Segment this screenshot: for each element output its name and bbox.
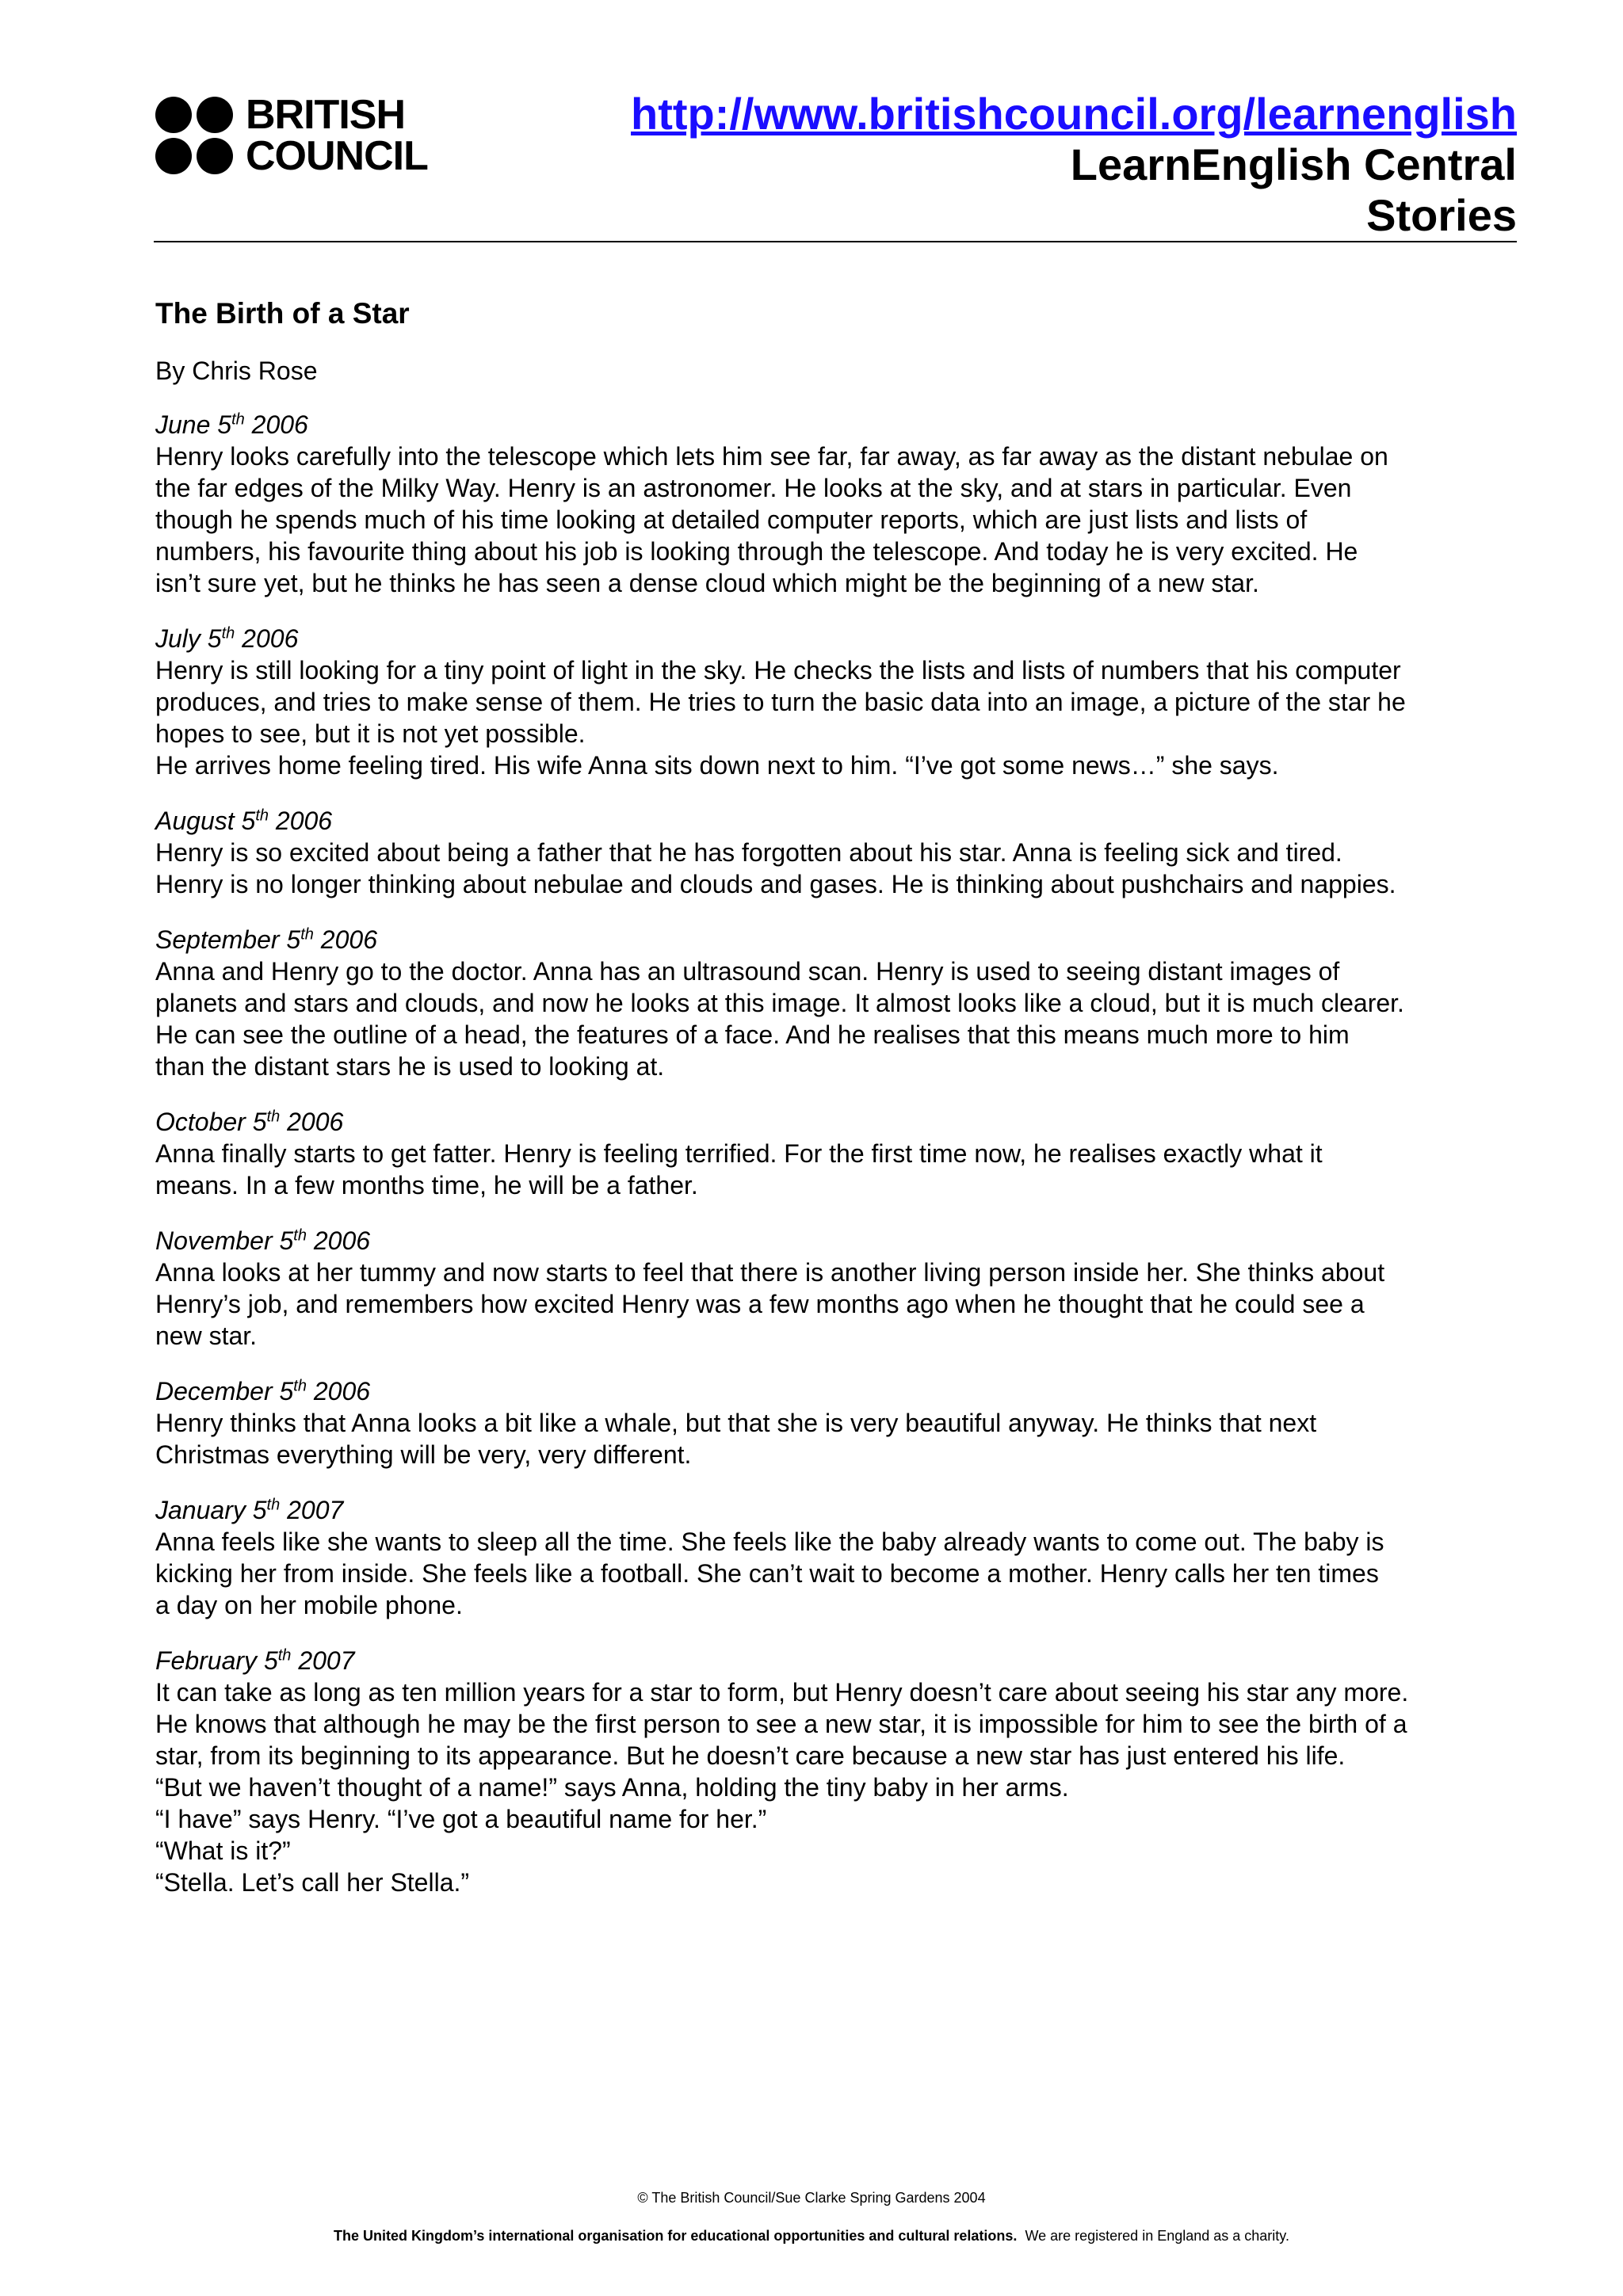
entry-text-line: the far edges of the Milky Way. Henry is an astronomer. He looks at the sky, and at stars in particular. Even (155, 474, 1352, 502)
logo-line-2: COUNCIL (246, 133, 428, 179)
story-content (155, 295, 1518, 1922)
entry-text-line: Anna looks at her tummy and now starts to feel that there is another living person inside her. She thinks about (155, 1258, 1385, 1287)
entry-text-line: “But we haven’t thought of a name!” says Anna, holding the tiny baby in her arms. (155, 1773, 1069, 1802)
entry-date (155, 1106, 1518, 1138)
entry-text-line: hopes to see, but it is not yet possible. (155, 719, 586, 748)
entry-text-line: a day on her mobile phone. (155, 1591, 463, 1619)
entry-date-month: June 5 (155, 410, 232, 439)
logo-line-1: BRITISH (246, 92, 405, 138)
story-author: By Chris Rose (155, 357, 318, 385)
entry-text-line: Henry’s job, and remembers how excited Henry was a few months ago when he thought that he could see a (155, 1290, 1365, 1318)
entry-text-line: Henry is no longer thinking about nebulae and clouds and gases. He is thinking about pushchairs and nappies. (155, 870, 1396, 898)
story-entry (155, 805, 1518, 900)
entry-date-suffix: th (293, 1226, 307, 1245)
entry-date (155, 1375, 1518, 1407)
footer-copyright: © The British Council/Sue Clarke Spring Gardens 2004 (637, 2190, 986, 2206)
entry-date-suffix: th (293, 1377, 307, 1395)
entry-text-line: Henry is so excited about being a father that he has forgotten about his star. Anna is feeling sick and tired. (155, 838, 1342, 867)
entry-text-line: “What is it?” (155, 1836, 291, 1865)
entry-date-suffix: th (255, 807, 269, 825)
header-subtitle-2: Stories (1366, 190, 1517, 240)
learnenglish-link[interactable]: http://www.britishcouncil.org/learnenglish (631, 89, 1517, 139)
story-title: The Birth of a Star (155, 297, 410, 330)
story-entry (155, 924, 1518, 1082)
entry-date-year: 2006 (313, 1226, 371, 1255)
story-entry (155, 1106, 1518, 1201)
entry-date-year: 2006 (242, 624, 299, 653)
entry-date-month: October 5 (155, 1108, 267, 1136)
footer-note-rest: We are registered in England as a charity. (1025, 2228, 1289, 2244)
story-entries (155, 409, 1518, 1898)
entry-date-month: July 5 (155, 624, 222, 653)
entry-date-suffix: th (231, 410, 245, 429)
logo-dots-icon (155, 97, 233, 174)
logo-text (246, 94, 428, 177)
entry-text-line: Henry is still looking for a tiny point of light in the sky. He checks the lists and lists of numbers that his computer (155, 656, 1401, 685)
entry-date (155, 924, 1518, 955)
entry-text-line: than the distant stars he is used to looking at. (155, 1052, 665, 1081)
entry-date-month: August 5 (155, 807, 256, 835)
entry-date-year: 2006 (313, 1377, 371, 1405)
entry-date-year: 2007 (287, 1496, 344, 1524)
entry-date-suffix: th (300, 925, 314, 944)
entry-text-line: He knows that although he may be the first person to see a new star, it is impossible for him to see the birth of a (155, 1710, 1407, 1738)
entry-date (155, 623, 1518, 654)
entry-date (155, 1645, 1518, 1676)
story-entry (155, 1375, 1518, 1470)
footer-note-bold: The United Kingdom’s international organisation for educational opportunities and cultural relations. (334, 2228, 1018, 2244)
entry-text-line: star, from its beginning to its appearance. But he doesn’t care because a new star has just entered his life. (155, 1741, 1346, 1770)
entry-text-line: Christmas everything will be very, very different. (155, 1440, 692, 1469)
entry-text-line: isn’t sure yet, but he thinks he has seen a dense cloud which might be the beginning of a new star. (155, 569, 1259, 597)
entry-text-line: new star. (155, 1322, 258, 1350)
entry-text-line: Henry looks carefully into the telescope which lets him see far, far away, as far away as the distant nebulae on (155, 442, 1388, 471)
header-right (631, 89, 1517, 241)
entry-date-suffix: th (221, 624, 235, 643)
header-subtitle-1: LearnEnglish Central (1070, 139, 1517, 189)
entry-date (155, 409, 1518, 441)
entry-text-line: Anna and Henry go to the doctor. Anna has an ultrasound scan. Henry is used to seeing distant images of (155, 957, 1340, 986)
header-divider (154, 241, 1517, 242)
entry-date-suffix: th (277, 1646, 292, 1665)
entry-date-year: 2006 (251, 410, 308, 439)
entry-date (155, 1225, 1518, 1257)
story-entry (155, 409, 1518, 599)
entry-text-line: though he spends much of his time looking at detailed computer reports, which are just lists and lists of (155, 505, 1308, 534)
entry-date-year: 2007 (298, 1646, 355, 1675)
entry-text-line: He arrives home feeling tired. His wife Anna sits down next to him. “I’ve got some news…” she says. (155, 751, 1279, 780)
entry-text-line: planets and stars and clouds, and now he looks at this image. It almost looks like a cloud, but it is much clearer. (155, 989, 1404, 1017)
entry-text-line: It can take as long as ten million years for a star to form, but Henry doesn’t care about seeing his star any more. (155, 1678, 1409, 1707)
british-council-logo (155, 92, 428, 179)
entry-text-line: Henry thinks that Anna looks a bit like a whale, but that she is very beautiful anyway. He thinks that next (155, 1409, 1317, 1437)
entry-date-suffix: th (266, 1108, 281, 1126)
entry-date-year: 2006 (320, 925, 377, 954)
entry-text-line: He can see the outline of a head, the features of a face. And he realises that this means much more to him (155, 1020, 1350, 1049)
entry-date (155, 805, 1518, 837)
entry-text-line: “Stella. Let’s call her Stella.” (155, 1868, 470, 1897)
entry-date-month: December 5 (155, 1377, 294, 1405)
entry-date-month: January 5 (155, 1496, 267, 1524)
entry-text-line: Anna feels like she wants to sleep all the time. She feels like the baby already wants to come out. The baby is (155, 1527, 1384, 1556)
entry-text-line: Anna finally starts to get fatter. Henry is feeling terrified. For the first time now, he realises exactly what it (155, 1139, 1323, 1168)
entry-text-line: means. In a few months time, he will be a father. (155, 1171, 698, 1199)
entry-date-year: 2006 (275, 807, 333, 835)
entry-date-year: 2006 (287, 1108, 344, 1136)
entry-date-month: September 5 (155, 925, 301, 954)
story-entry (155, 1645, 1518, 1898)
story-entry (155, 1225, 1518, 1352)
story-entry (155, 623, 1518, 781)
entry-text-line: kicking her from inside. She feels like a football. She can’t wait to become a mother. Henry calls her ten times (155, 1559, 1379, 1588)
entry-text-line: numbers, his favourite thing about his job is looking through the telescope. And today he is very excited. He (155, 537, 1358, 566)
entry-text-line: produces, and tries to make sense of them. He tries to turn the basic data into an image, a picture of the star he (155, 688, 1406, 716)
story-entry (155, 1494, 1518, 1621)
entry-text-line: “I have” says Henry. “I’ve got a beautiful name for her.” (155, 1805, 767, 1833)
entry-date (155, 1494, 1518, 1526)
entry-date-suffix: th (266, 1496, 281, 1514)
entry-date-month: November 5 (155, 1226, 294, 1255)
entry-date-month: February 5 (155, 1646, 278, 1675)
footer-note (0, 2226, 1623, 2245)
